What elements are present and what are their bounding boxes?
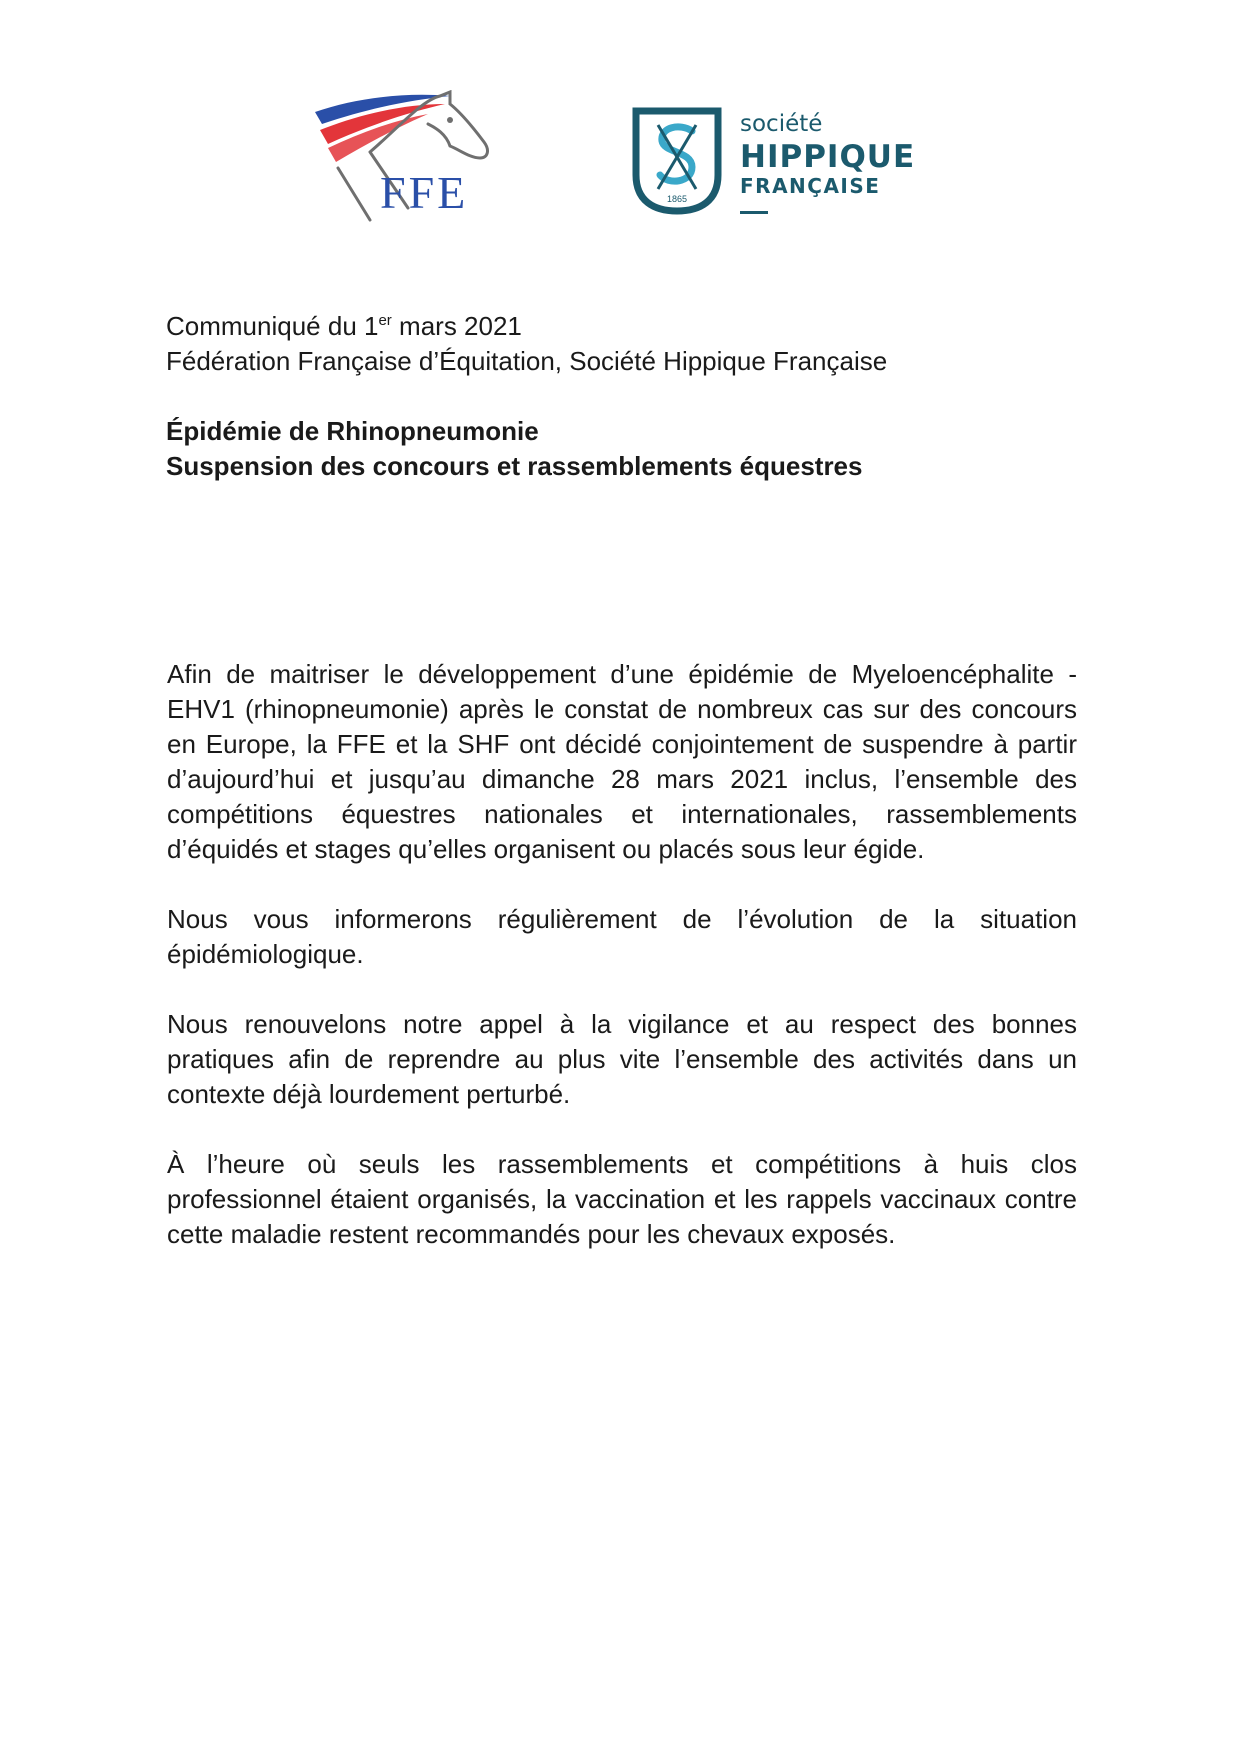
document-body	[167, 657, 1077, 1287]
title-line-1: Épidémie de Rhinopneumonie	[166, 416, 539, 446]
body-paragraph: Afin de maitriser le développement d’une épidémie de Myeloencéphalite - EHV1 (rhinopneumonie) après le constat de nombreux cas sur des concours en Europe, la FFE et la SHF ont décidé conjointement de suspendre à partir d’aujourd’hui et jusqu’au dimanche 28 mars 2021 inclus, l’ensemble des compétitions équestres nationales et internationales, rassemblements d’équidés et stages qu’elles organisent ou placés sous leur égide.	[167, 659, 1077, 864]
shf-line1: société	[740, 111, 823, 137]
communique-date: Communiqué du 1er mars 2021	[166, 311, 522, 341]
body-paragraph: Nous renouvelons notre appel à la vigilance et au respect des bonnes pratiques afin de reprendre au plus vite l’ensemble des activités dans un contexte déjà lourdement perturbé.	[167, 1009, 1077, 1109]
shf-line3: FRANÇAISE	[740, 174, 881, 198]
shf-year: 1865	[666, 194, 688, 204]
ffe-check-line	[338, 168, 370, 220]
date-ordinal: er	[378, 312, 392, 329]
document-title	[166, 414, 1086, 484]
communique-header	[166, 309, 1086, 379]
shf-logo	[630, 105, 940, 220]
shf-underline	[740, 211, 768, 214]
ffe-logo	[300, 90, 510, 230]
logos-header	[300, 90, 960, 240]
ffe-text: FFE	[380, 167, 469, 218]
ffe-horse-eye	[447, 117, 453, 123]
organizations-line: Fédération Française d’Équitation, Société Hippique Française	[166, 346, 888, 376]
title-line-2: Suspension des concours et rassemblements équestres	[166, 451, 863, 481]
shf-line2: HIPPIQUE	[740, 139, 916, 175]
body-paragraph: À l’heure où seuls les rassemblements et compétitions à huis clos professionnel étaient organisés, la vaccination et les rappels vaccinaux contre cette maladie restent recommandés pour les chevaux exposés.	[167, 1149, 1077, 1249]
body-paragraph: Nous vous informerons régulièrement de l’évolution de la situation épidémiologique.	[167, 904, 1077, 969]
